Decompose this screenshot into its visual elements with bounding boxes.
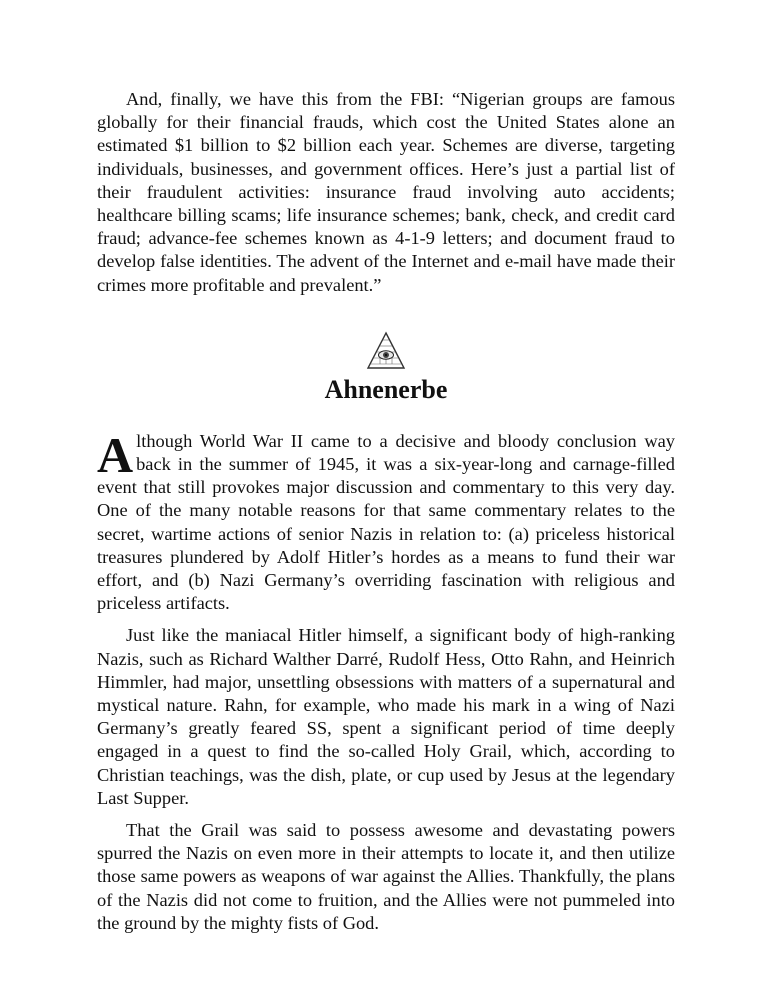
section-paragraph-1 <box>97 426 675 616</box>
drop-cap: A <box>97 426 134 483</box>
intro-paragraph: And, finally, we have this from the FBI: “Nigerian groups are famous globally for their financial frauds, which cost the United States alone an estimated $1 billion to $2 billion each year. Schemes are diverse, targeting individuals, businesses, and government offices. Here’s just a partial list of their fraudulent activities: insurance fraud involving auto accidents; healthcare billing scams; life insurance schemes; bank, check, and credit card fraud; advance-fee schemes known as 4-1-9 letters; and document fraud to develop false identities. The advent of the Internet and e-mail have made their crimes more profitable and prevalent.” <box>97 89 675 295</box>
section-paragraph-3: That the Grail was said to possess awesome and devastating powers spurred the Nazis on even more in their attempts to locate it, and then utilize those same powers as weapons of war against the Allies. Thankfully, the plans of the Nazis did not come to fruition, and the Allies were not pummeled into the ground by the mighty fists of God. <box>97 820 675 933</box>
section-paragraph-2: Just like the maniacal Hitler himself, a significant body of high-ranking Nazis, such as Richard Walther Darré, Rudolf Hess, Otto Rahn, and Heinrich Himmler, had major, unsettling obsessions with matters of a supernatural and mystical nature. Rahn, for example, who made his mark in a wing of Nazi Germany’s greatly feared SS, spent a significant period of time deeply engaged in a quest to find the so-called Holy Grail, which, according to Christian teachings, was the dish, plate, or cup used by Jesus at the legendary Last Supper. <box>97 625 675 808</box>
section-title: Ahnenerbe <box>324 374 448 404</box>
book-page <box>97 88 675 935</box>
section-paragraph-1-text: lthough World War II came to a decisive and bloody conclusion way back in the summer of 1945, it was a six-year-long and carnage-filled event that still provokes major discussion and commentary to this very day. One of the many notable reasons for that same commentary relates to the secret, wartime actions of senior Nazis in relation to: (a) priceless historical treasures plundered by Adolf Hitler’s hordes as a means to fund their war effort, and (b) Nazi Germany’s overriding fascination with religious and priceless artifacts. <box>97 430 675 614</box>
pyramid-eye-icon <box>366 331 406 371</box>
